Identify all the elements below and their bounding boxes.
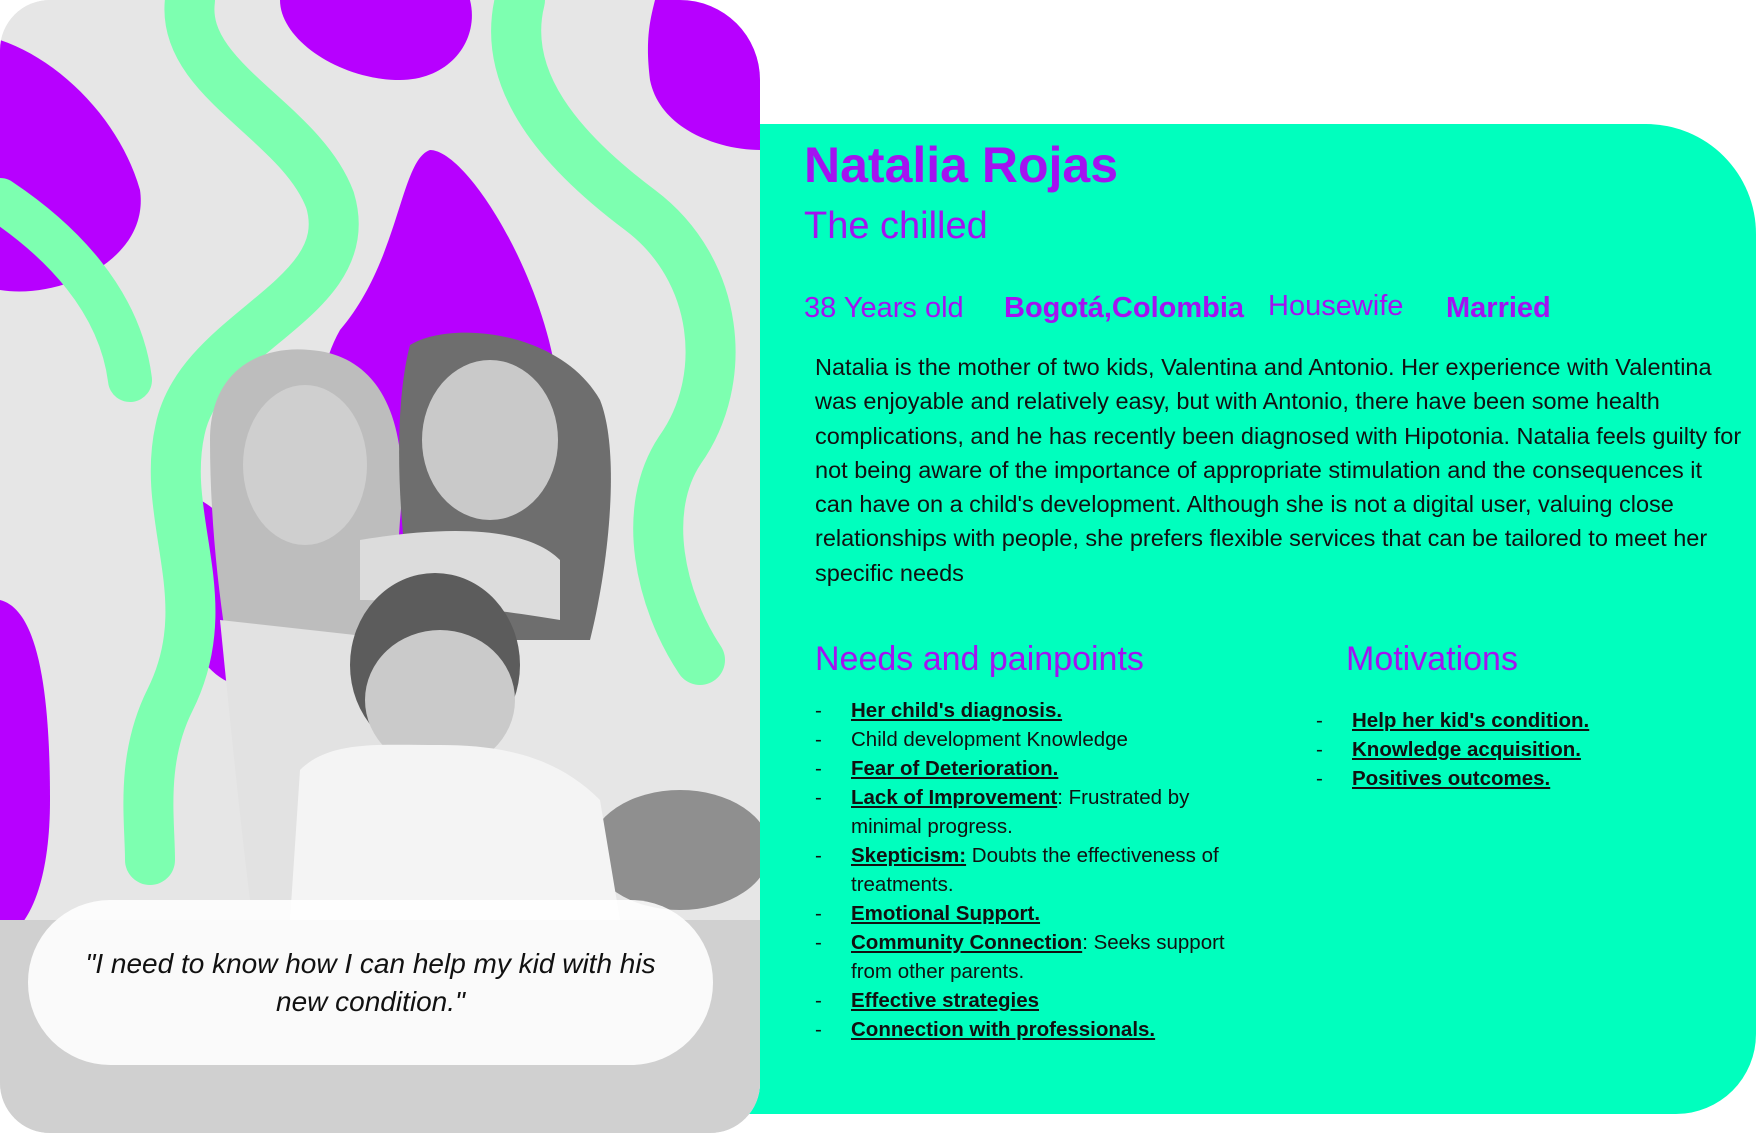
- list-item: - Positives outcomes.: [1316, 764, 1736, 793]
- list-item: - Knowledge acquisition.: [1316, 735, 1736, 764]
- needs-list: [815, 696, 1235, 1044]
- list-item: - Community Connection: Seeks support from other parents.: [815, 928, 1235, 986]
- motivations-list: [1316, 706, 1736, 793]
- persona-name: Natalia Rojas: [804, 137, 1119, 193]
- persona-marital-status: Married: [1446, 292, 1551, 324]
- list-item: - Emotional Support.: [815, 899, 1235, 928]
- list-item: - Connection with professionals.: [815, 1015, 1235, 1044]
- list-item: - Child development Knowledge: [815, 725, 1235, 754]
- persona-subtitle: The chilled: [804, 205, 988, 247]
- list-item: - Help her kid's condition.: [1316, 706, 1736, 735]
- list-item: - Her child's diagnosis.: [815, 696, 1235, 725]
- persona-location: Bogotá,Colombia: [1004, 292, 1245, 324]
- motivations-title: Motivations: [1346, 640, 1518, 678]
- persona-bio: Natalia is the mother of two kids, Valentina and Antonio. Her experience with Valentina was enjoyable and relatively easy, but with Antonio, there have been some health complications, and he has recently been diagnosed with Hipotonia. Natalia feels guilty for not being aware of the importance of appropriate stimulation and the consequences it can have on a child's development. Although she is not a digital user, valuing close relationships with people, she prefers flexible services that can be tailored to meet her specific needs: [815, 354, 1742, 586]
- quote-bubble: [28, 900, 713, 1065]
- list-item: - Fear of Deterioration.: [815, 754, 1235, 783]
- list-item: - Skepticism: Doubts the effectiveness of treatments.: [815, 841, 1235, 899]
- list-item: - Effective strategies: [815, 986, 1235, 1015]
- persona-age: 38 Years old: [804, 292, 964, 324]
- persona-occupation: Housewife: [1268, 290, 1404, 322]
- needs-title: Needs and painpoints: [815, 640, 1144, 678]
- list-item: - Lack of Improvement: Frustrated by minimal progress.: [815, 783, 1235, 841]
- persona-quote: "I need to know how I can help my kid with his new condition.": [85, 947, 656, 1017]
- persona-photo-panel: [0, 0, 760, 1133]
